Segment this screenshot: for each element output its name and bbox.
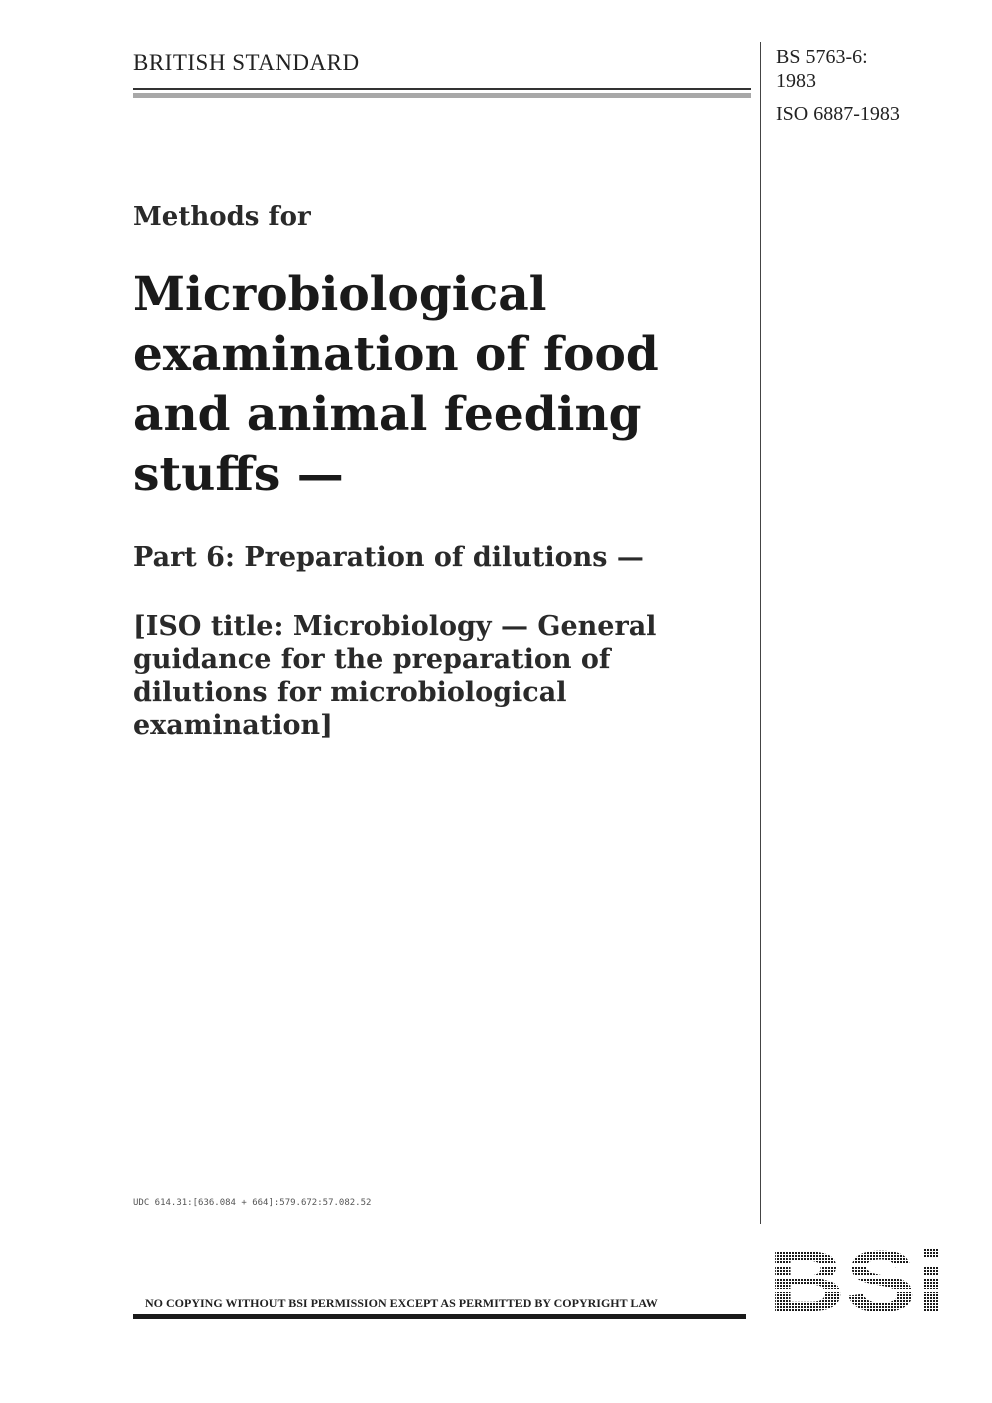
udc-classification: UDC 614.31:[636.084 + 664]:579.672:57.082.52 <box>133 1198 372 1208</box>
header-rule-grey <box>133 93 751 98</box>
bsi-logo <box>768 1243 946 1315</box>
iso-title-line: dilutions for microbiological <box>133 677 567 708</box>
iso-title-line: examination] <box>133 710 333 741</box>
bs-number: BS 5763-6: <box>776 46 868 68</box>
main-title-line: Microbiological <box>133 267 547 322</box>
document-type-label: BRITISH STANDARD <box>133 50 360 75</box>
footer-rule <box>133 1314 746 1319</box>
header-rule <box>133 88 751 90</box>
iso-title <box>133 610 743 742</box>
iso-title-line: [ISO title: Microbiology — General <box>133 611 657 642</box>
main-title <box>133 265 743 505</box>
standard-numbers <box>776 45 900 126</box>
main-title-line: stuffs — <box>133 447 344 502</box>
copyright-notice: NO COPYING WITHOUT BSI PERMISSION EXCEPT AS PERMITTED BY COPYRIGHT LAW <box>145 1296 658 1310</box>
bs-year: 1983 <box>776 70 816 92</box>
part-title: Part 6: Preparation of dilutions — <box>133 542 644 573</box>
title-prefix: Methods for <box>133 202 311 232</box>
main-title-line: examination of food <box>133 327 659 382</box>
column-divider <box>760 42 761 1224</box>
iso-number: ISO 6887-1983 <box>776 103 900 125</box>
iso-title-line: guidance for the preparation of <box>133 644 611 675</box>
main-title-line: and animal feeding <box>133 387 642 442</box>
